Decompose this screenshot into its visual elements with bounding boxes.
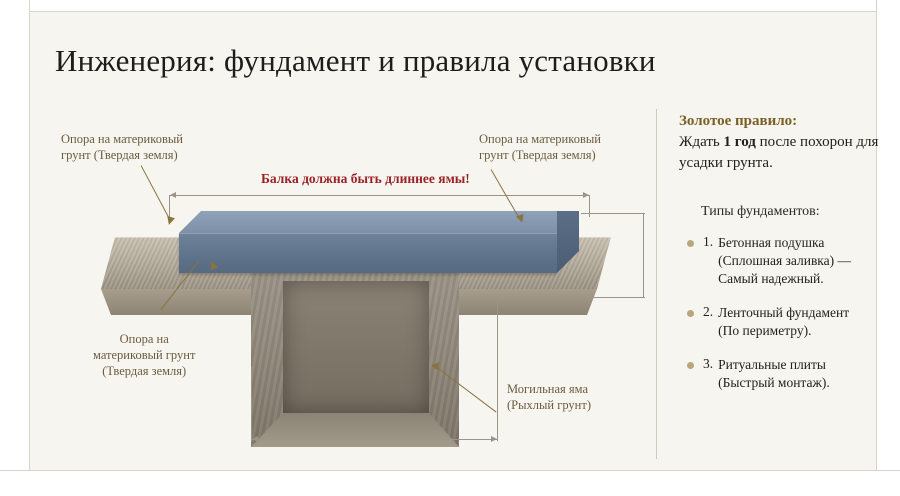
dimension-line-right-bottom: [581, 297, 645, 298]
slide-content: [31, 13, 879, 469]
foundation-types-list: [687, 234, 879, 392]
bullet-icon: [687, 240, 694, 247]
list-item: [687, 234, 879, 288]
list-item-line1: Ленточный фундамент: [718, 305, 850, 320]
label-support-top-right-line1: Опора на материковый: [479, 132, 601, 146]
beam-front-face: [179, 233, 557, 273]
label-support-top-left-line1: Опора на материковый: [61, 132, 183, 146]
label-grave-pit-line1: Могильная яма: [507, 382, 589, 396]
frame-top-margin: [0, 0, 900, 12]
label-support-bottom-line1: Опора на: [119, 332, 169, 346]
dimension-line-right-top: [581, 213, 645, 214]
list-item-number: 3.: [703, 356, 714, 371]
leader-arrow-support-top-left: [165, 216, 175, 226]
list-item-line1: Бетонная подушка: [718, 235, 825, 250]
golden-rule-highlight: 1 год: [723, 134, 756, 150]
dimension-tick-pit-left: [251, 367, 252, 441]
label-support-top-right-line2: грунт (Твердая земля): [479, 148, 596, 162]
golden-rule-body: [679, 132, 879, 174]
beam-length-warning: Балка должна быть длиннее ямы!: [261, 171, 470, 186]
dimension-line-beam: [169, 195, 589, 196]
grave-pit-floor: [251, 413, 459, 447]
list-item: [687, 356, 879, 392]
label-support-bottom: [93, 331, 195, 379]
golden-rule-text-after: после похорон для усадки грунта.: [679, 134, 879, 171]
frame-right-margin: [876, 0, 900, 496]
bullet-icon: [687, 362, 694, 369]
frame-left-margin: [0, 0, 30, 496]
list-item-text: [718, 356, 830, 392]
label-support-bottom-line3: (Твердая земля): [102, 364, 187, 378]
list-item-line1: Ритуальные плиты: [718, 357, 826, 372]
label-grave-pit-line2: (Рыхлый грунт): [507, 398, 591, 412]
notes-panel: [679, 113, 879, 408]
label-grave-pit: [507, 381, 591, 413]
grave-pit-back-wall: [283, 281, 429, 413]
list-item-text: [718, 234, 851, 288]
foundation-diagram: [51, 109, 651, 461]
label-support-top-left-line2: грунт (Твердая земля): [61, 148, 178, 162]
list-item-number: 1.: [703, 234, 714, 249]
list-item-line3: Самый надежный.: [718, 271, 824, 286]
list-item-line2: (Сплошная заливка) —: [718, 253, 852, 268]
bullet-icon: [687, 310, 694, 317]
dimension-arrow-beam-left: [170, 192, 176, 198]
label-support-bottom-line2: материковый грунт: [93, 348, 196, 362]
native-soil-right-face: [459, 289, 611, 315]
label-support-top-right: [479, 131, 601, 163]
golden-rule-text-before: Ждать: [679, 134, 724, 150]
page-title: Инженерия: фундамент и правила установки: [55, 43, 656, 78]
vertical-divider: [656, 109, 657, 459]
foundation-types-title: Типы фундаментов:: [701, 204, 820, 219]
dimension-tick-beam-left: [169, 195, 170, 217]
list-item-line2: (Быстрый монтаж).: [718, 375, 830, 390]
dimension-tick-pit-right: [497, 301, 498, 441]
dimension-arrow-beam-right: [583, 192, 589, 198]
dimension-arrow-pit-right: [491, 436, 497, 442]
native-soil-left-face: [101, 289, 251, 315]
golden-rule-title: Золотое правило:: [679, 113, 798, 129]
list-item-number: 2.: [703, 304, 714, 319]
list-item-line2: (По периметру).: [718, 323, 812, 338]
label-support-top-left: [61, 131, 183, 163]
dimension-tick-right-vertical: [643, 213, 644, 297]
dimension-arrow-pit-left: [252, 436, 258, 442]
dimension-line-pit: [251, 439, 497, 440]
frame-bottom-margin: [0, 470, 900, 496]
list-item-text: [718, 304, 849, 340]
list-item: [687, 304, 879, 340]
leader-line-support-top-left: [140, 165, 169, 219]
